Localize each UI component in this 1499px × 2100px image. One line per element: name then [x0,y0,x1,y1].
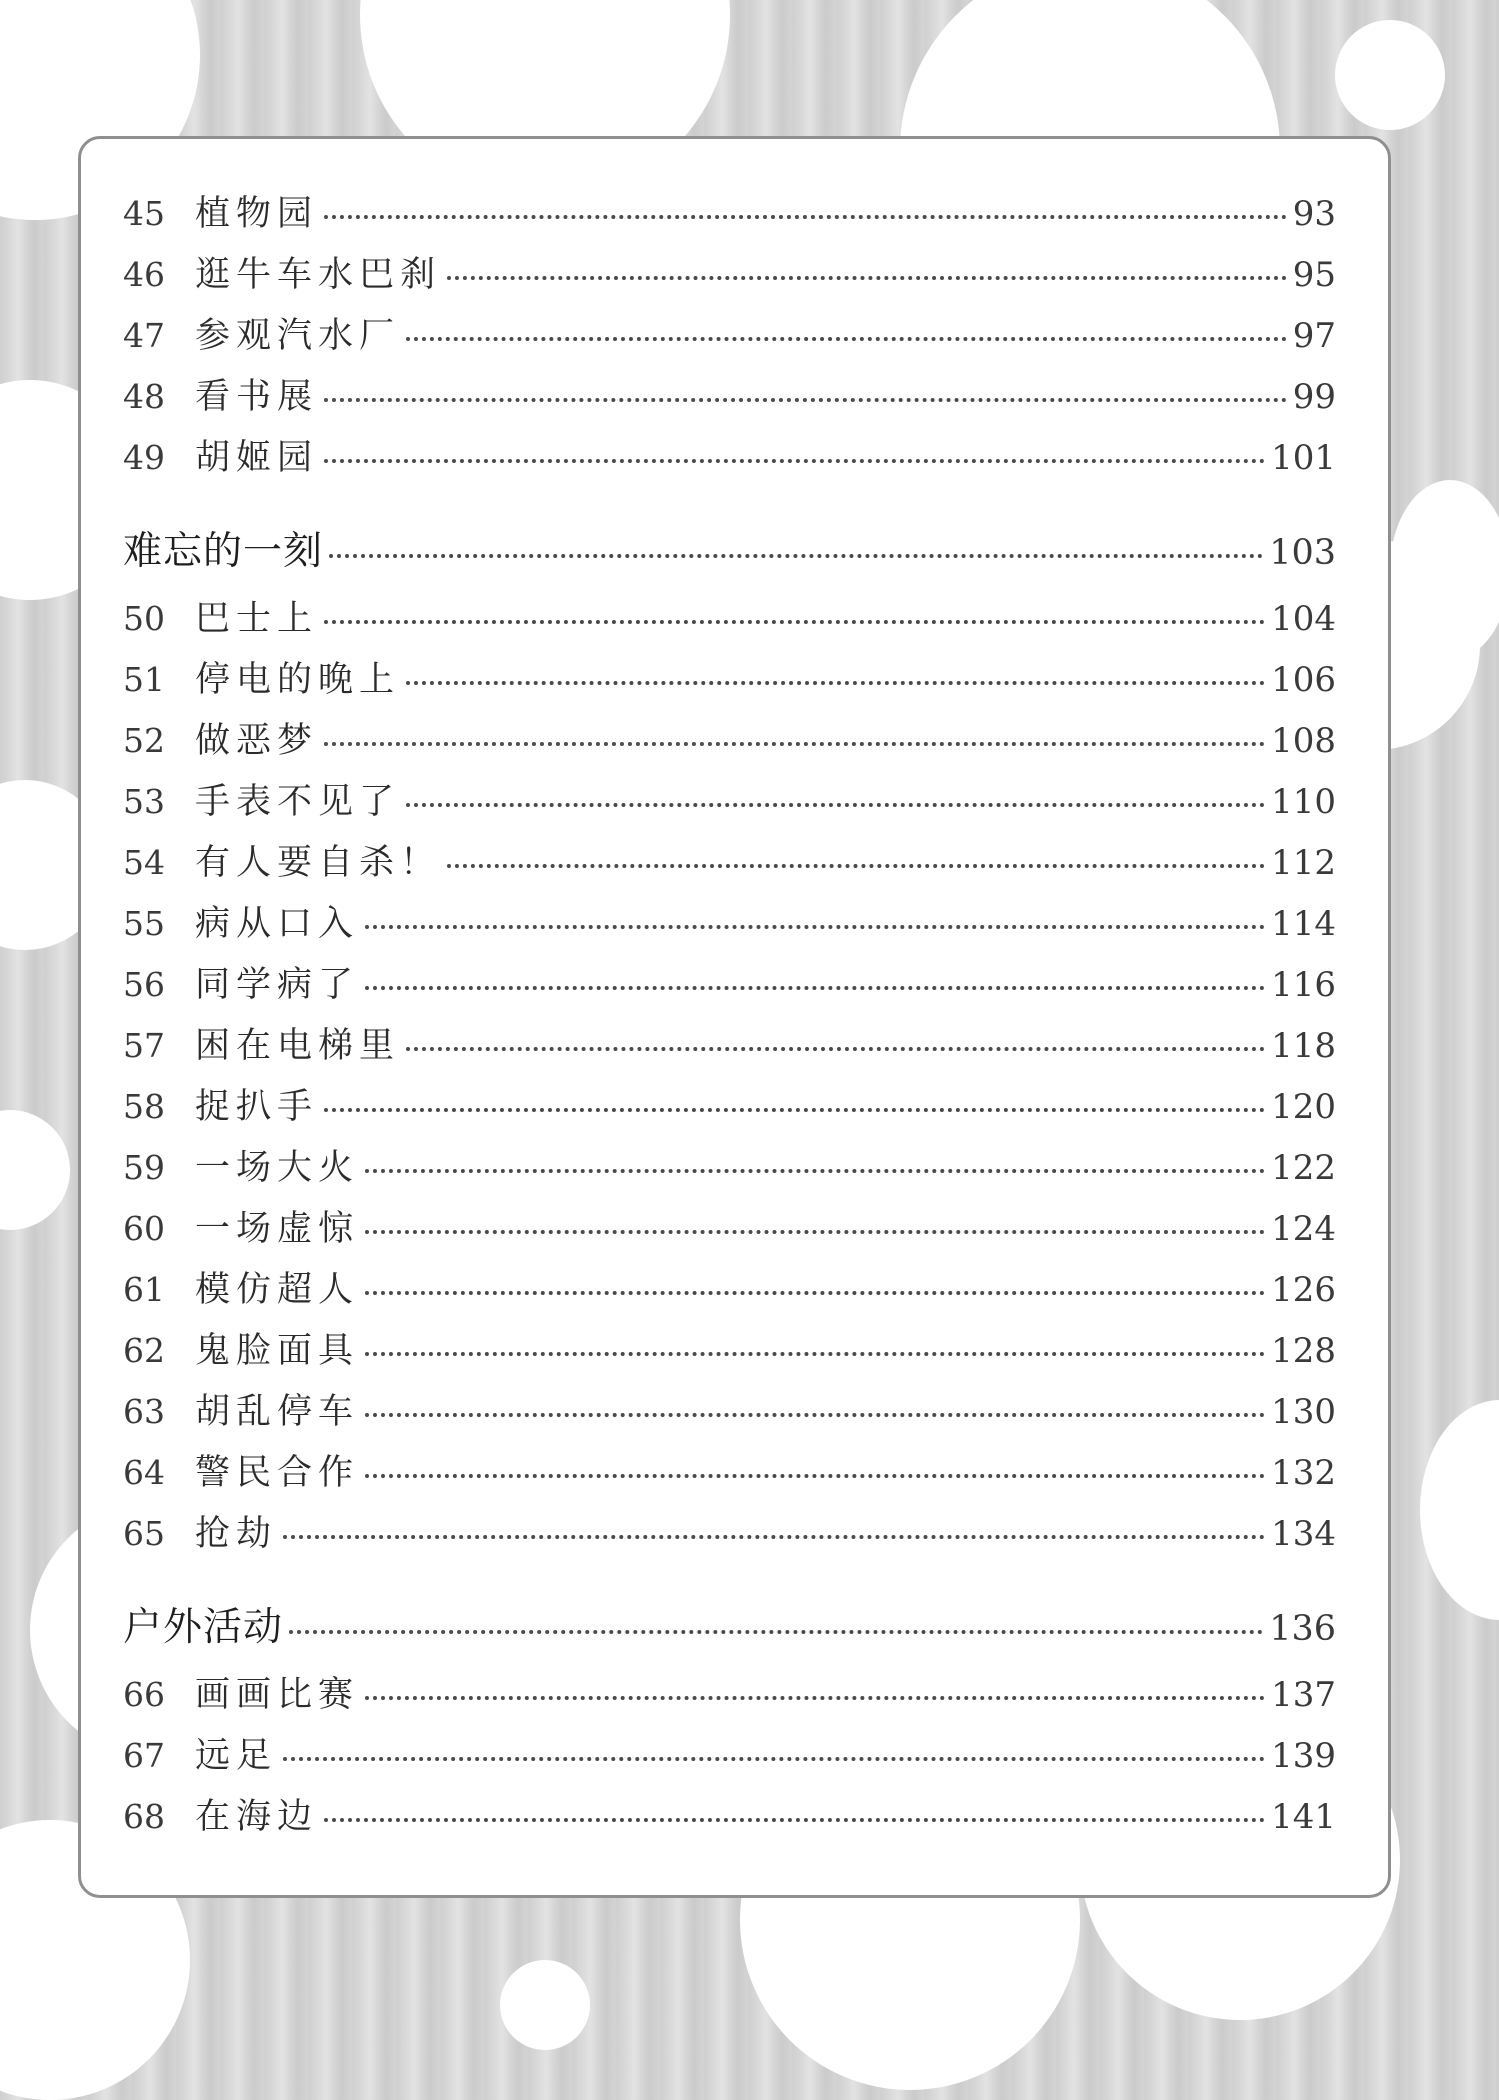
dot-leader [324,215,1287,219]
toc-card [78,136,1391,1898]
entry-title: 警民合作 [195,1453,360,1493]
entry-title: 参观汽水厂 [195,316,401,356]
entry-title: 巴士上 [195,599,319,639]
entry-title: 胡姬园 [195,438,319,478]
entry-page: 137 [1271,1675,1336,1715]
dot-leader [324,398,1287,402]
entry-number: 68 [123,1797,165,1836]
toc-entry[interactable] [123,183,1336,244]
entry-page: 112 [1271,843,1336,883]
entry-page: 110 [1271,782,1336,822]
entry-page: 116 [1271,965,1336,1005]
entry-title: 困在电梯里 [195,1026,401,1066]
entry-number: 53 [123,782,165,821]
dot-leader [365,1352,1265,1356]
entry-number: 62 [123,1331,165,1370]
entry-number: 55 [123,904,165,943]
entry-number: 60 [123,1209,165,1248]
entry-page: 128 [1271,1331,1336,1371]
entry-page: 99 [1292,377,1336,417]
dot-leader [329,554,1263,558]
entry-number: 48 [123,377,165,416]
toc-entry[interactable] [123,1198,1336,1259]
section-page: 136 [1269,1609,1336,1649]
toc-entry[interactable] [123,1442,1336,1503]
toc-entry[interactable] [123,305,1336,366]
entry-page: 124 [1271,1209,1336,1249]
toc-entry[interactable] [123,1076,1336,1137]
table-of-contents [123,183,1336,1847]
toc-entry[interactable] [123,1725,1336,1786]
entry-number: 61 [123,1270,165,1309]
entry-number: 52 [123,721,165,760]
dot-leader [365,1413,1265,1417]
entry-page: 93 [1292,194,1336,234]
entry-number: 58 [123,1087,165,1126]
entry-number: 57 [123,1026,165,1065]
entry-number: 64 [123,1453,165,1492]
section-title: 户外活动 [123,1605,284,1650]
entry-page: 101 [1271,438,1336,478]
entry-title: 植物园 [195,194,319,234]
entry-number: 45 [123,194,165,233]
entry-page: 114 [1271,904,1336,944]
section-page: 103 [1269,533,1336,573]
toc-entry[interactable] [123,366,1336,427]
toc-entry[interactable] [123,1320,1336,1381]
entry-number: 49 [123,438,165,477]
entry-title: 抢劫 [195,1514,278,1554]
entry-title: 捉扒手 [195,1087,319,1127]
entry-number: 50 [123,599,165,638]
dot-leader [365,1291,1265,1295]
entry-number: 66 [123,1675,165,1714]
toc-entry[interactable] [123,771,1336,832]
entry-title: 远足 [195,1736,278,1776]
entry-title: 看书展 [195,377,319,417]
toc-entry[interactable] [123,1381,1336,1442]
background-bubble [1420,1400,1499,1620]
dot-leader [283,1757,1265,1761]
entry-title: 一场大火 [195,1148,360,1188]
entry-title: 手表不见了 [195,782,401,822]
entry-page: 134 [1271,1514,1336,1554]
entry-number: 67 [123,1736,165,1775]
dot-leader [324,620,1265,624]
dot-leader [324,1108,1265,1112]
entry-title: 有人要自杀！ [195,843,442,883]
dot-leader [447,864,1265,868]
toc-entry[interactable] [123,1137,1336,1198]
dot-leader [324,1818,1265,1822]
toc-entry[interactable] [123,244,1336,305]
dot-leader [365,986,1265,990]
entry-title: 鬼脸面具 [195,1331,360,1371]
entry-number: 65 [123,1514,165,1553]
dot-leader [289,1630,1263,1634]
entry-title: 做恶梦 [195,721,319,761]
entry-title: 病从口入 [195,904,360,944]
entry-title: 模仿超人 [195,1270,360,1310]
toc-entry[interactable] [123,649,1336,710]
dot-leader [283,1535,1265,1539]
toc-entry[interactable] [123,1786,1336,1847]
toc-entry[interactable] [123,427,1336,488]
dot-leader [324,742,1265,746]
toc-entry[interactable] [123,1664,1336,1725]
entry-page: 141 [1271,1797,1336,1837]
entry-number: 46 [123,255,165,294]
entry-title: 同学病了 [195,965,360,1005]
dot-leader [324,459,1265,463]
entry-number: 59 [123,1148,165,1187]
background-bubble [1335,20,1445,130]
entry-title: 胡乱停车 [195,1392,360,1432]
toc-entry[interactable] [123,832,1336,893]
entry-page: 108 [1271,721,1336,761]
entry-page: 132 [1271,1453,1336,1493]
dot-leader [406,681,1265,685]
dot-leader [406,337,1287,341]
dot-leader [365,1169,1265,1173]
toc-entry[interactable] [123,588,1336,649]
background-bubble [1160,1930,1220,1990]
toc-entry[interactable] [123,954,1336,1015]
entry-page: 118 [1271,1026,1336,1066]
background-bubble [500,1960,590,2050]
entry-page: 104 [1271,599,1336,639]
toc-entry[interactable] [123,1503,1336,1564]
toc-entry[interactable] [123,710,1336,771]
dot-leader [365,1230,1265,1234]
toc-section-heading[interactable] [123,1592,1336,1664]
entry-page: 120 [1271,1087,1336,1127]
entry-page: 130 [1271,1392,1336,1432]
dot-leader [406,803,1265,807]
toc-entry[interactable] [123,1015,1336,1076]
dot-leader [365,1696,1265,1700]
background-bubble [1390,480,1499,660]
entry-title: 停电的晚上 [195,660,401,700]
entry-title: 画画比赛 [195,1675,360,1715]
entry-page: 139 [1271,1736,1336,1776]
entry-page: 97 [1292,316,1336,356]
entry-number: 51 [123,660,165,699]
background-bubble [0,1110,70,1230]
entry-number: 47 [123,316,165,355]
toc-section-heading[interactable] [123,516,1336,588]
entry-title: 在海边 [195,1797,319,1837]
entry-page: 95 [1292,255,1336,295]
entry-number: 54 [123,843,165,882]
entry-number: 63 [123,1392,165,1431]
entry-title: 逛牛车水巴刹 [195,255,442,295]
toc-entry[interactable] [123,893,1336,954]
dot-leader [447,276,1287,280]
dot-leader [406,1047,1265,1051]
entry-page: 106 [1271,660,1336,700]
entry-page: 122 [1271,1148,1336,1188]
entry-page: 126 [1271,1270,1336,1310]
toc-entry[interactable] [123,1259,1336,1320]
entry-number: 56 [123,965,165,1004]
dot-leader [365,925,1265,929]
section-title: 难忘的一刻 [123,529,324,574]
dot-leader [365,1474,1265,1478]
entry-title: 一场虚惊 [195,1209,360,1249]
